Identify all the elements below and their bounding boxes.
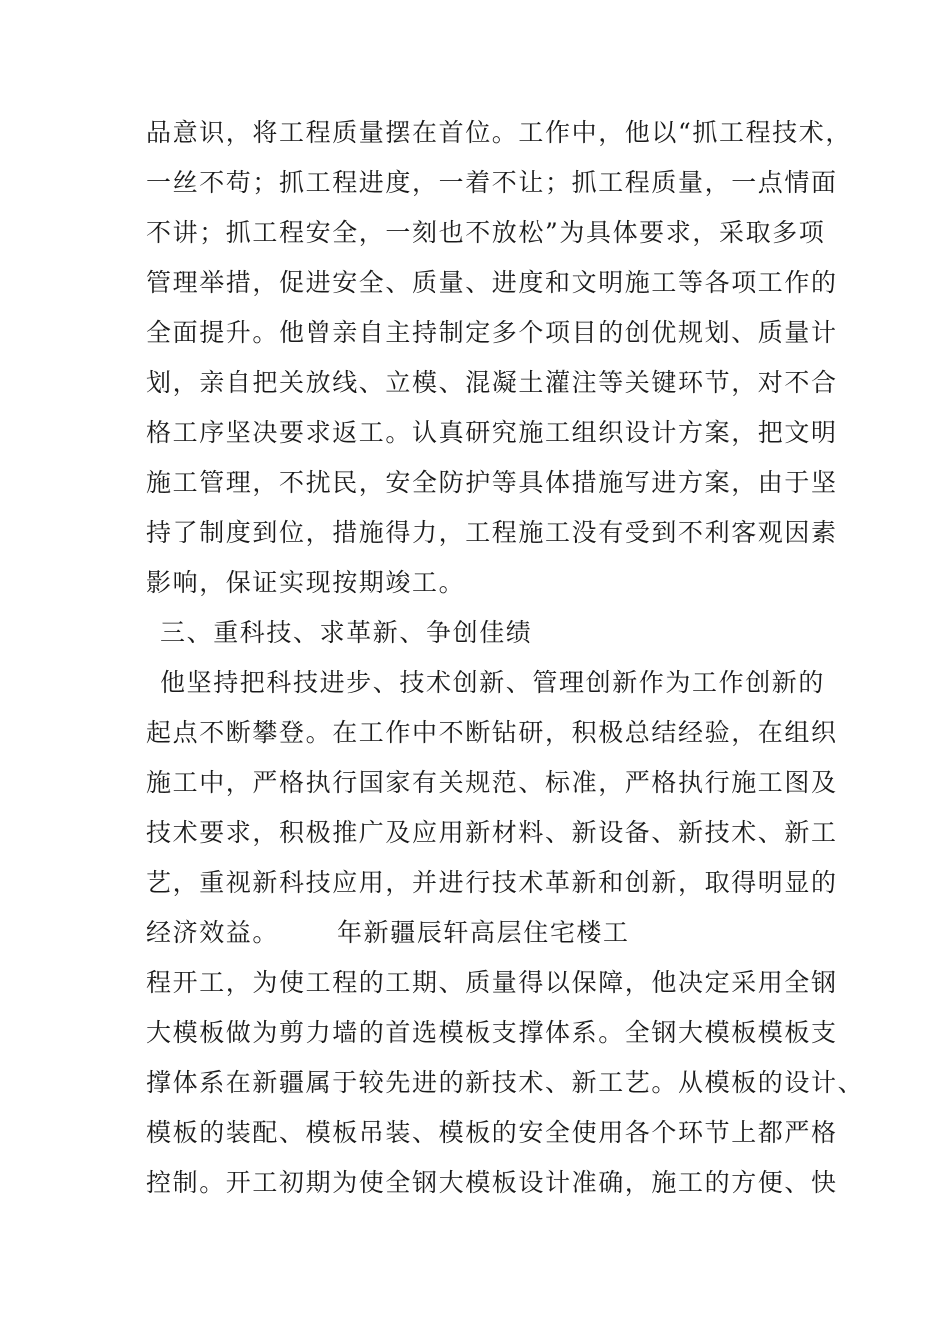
text-line: 技术要求，积极推广及应用新材料、新设备、新技术、新工	[146, 818, 838, 847]
text-line: 施工管理，不扰民，安全防护等具体措施写进方案，由于坚	[146, 468, 838, 497]
text-line: 撑体系在新疆属于较先进的新技术、新工艺。从模板的设计、	[146, 1068, 865, 1097]
text-line: 划，亲自把关放线、立模、混凝土灌注等关键环节，对不合	[146, 368, 838, 397]
text-line: 品意识，将工程质量摆在首位。工作中，他以“抓工程技术，	[146, 118, 852, 147]
text-line: 全面提升。他曾亲自主持制定多个项目的创优规划、质量计	[146, 318, 838, 347]
text-line: 程开工，为使工程的工期、质量得以保障，他决定采用全钢	[146, 968, 838, 997]
text-line-split	[146, 918, 630, 948]
text-line: 起点不断攀登。在工作中不断钻研，积极总结经验，在组织	[146, 718, 838, 747]
section-heading: 三、重科技、求革新、争创佳绩	[160, 618, 533, 647]
text-line: 持了制度到位，措施得力，工程施工没有受到不利客观因素	[146, 518, 838, 547]
text-line: 影响，保证实现按期竣工。	[146, 568, 466, 597]
text-line: 大模板做为剪力墙的首选模板支撑体系。全钢大模板模板支	[146, 1018, 838, 1047]
text-segment: 年新疆辰轩高层住宅楼工	[337, 918, 630, 947]
text-line: 模板的装配、模板吊装、模板的安全使用各个环节上都严格	[146, 1118, 838, 1147]
text-line: 控制。开工初期为使全钢大模板设计准确，施工的方便、快	[146, 1168, 838, 1197]
text-line: 一丝不苟；抓工程进度，一着不让；抓工程质量，一点情面	[146, 168, 838, 197]
text-line: 不讲；抓工程安全，一刻也不放松”为具体要求，采取多项	[146, 218, 826, 247]
text-segment: 经济效益。	[146, 918, 280, 947]
text-line: 艺，重视新科技应用，并进行技术革新和创新，取得明显的	[146, 868, 838, 897]
text-line: 管理举措，促进安全、质量、进度和文明施工等各项工作的	[146, 268, 838, 297]
text-line: 施工中，严格执行国家有关规范、标准，严格执行施工图及	[146, 768, 838, 797]
text-line: 他坚持把科技进步、技术创新、管理创新作为工作创新的	[160, 668, 826, 697]
text-line: 格工序坚决要求返工。认真研究施工组织设计方案，把文明	[146, 418, 838, 447]
